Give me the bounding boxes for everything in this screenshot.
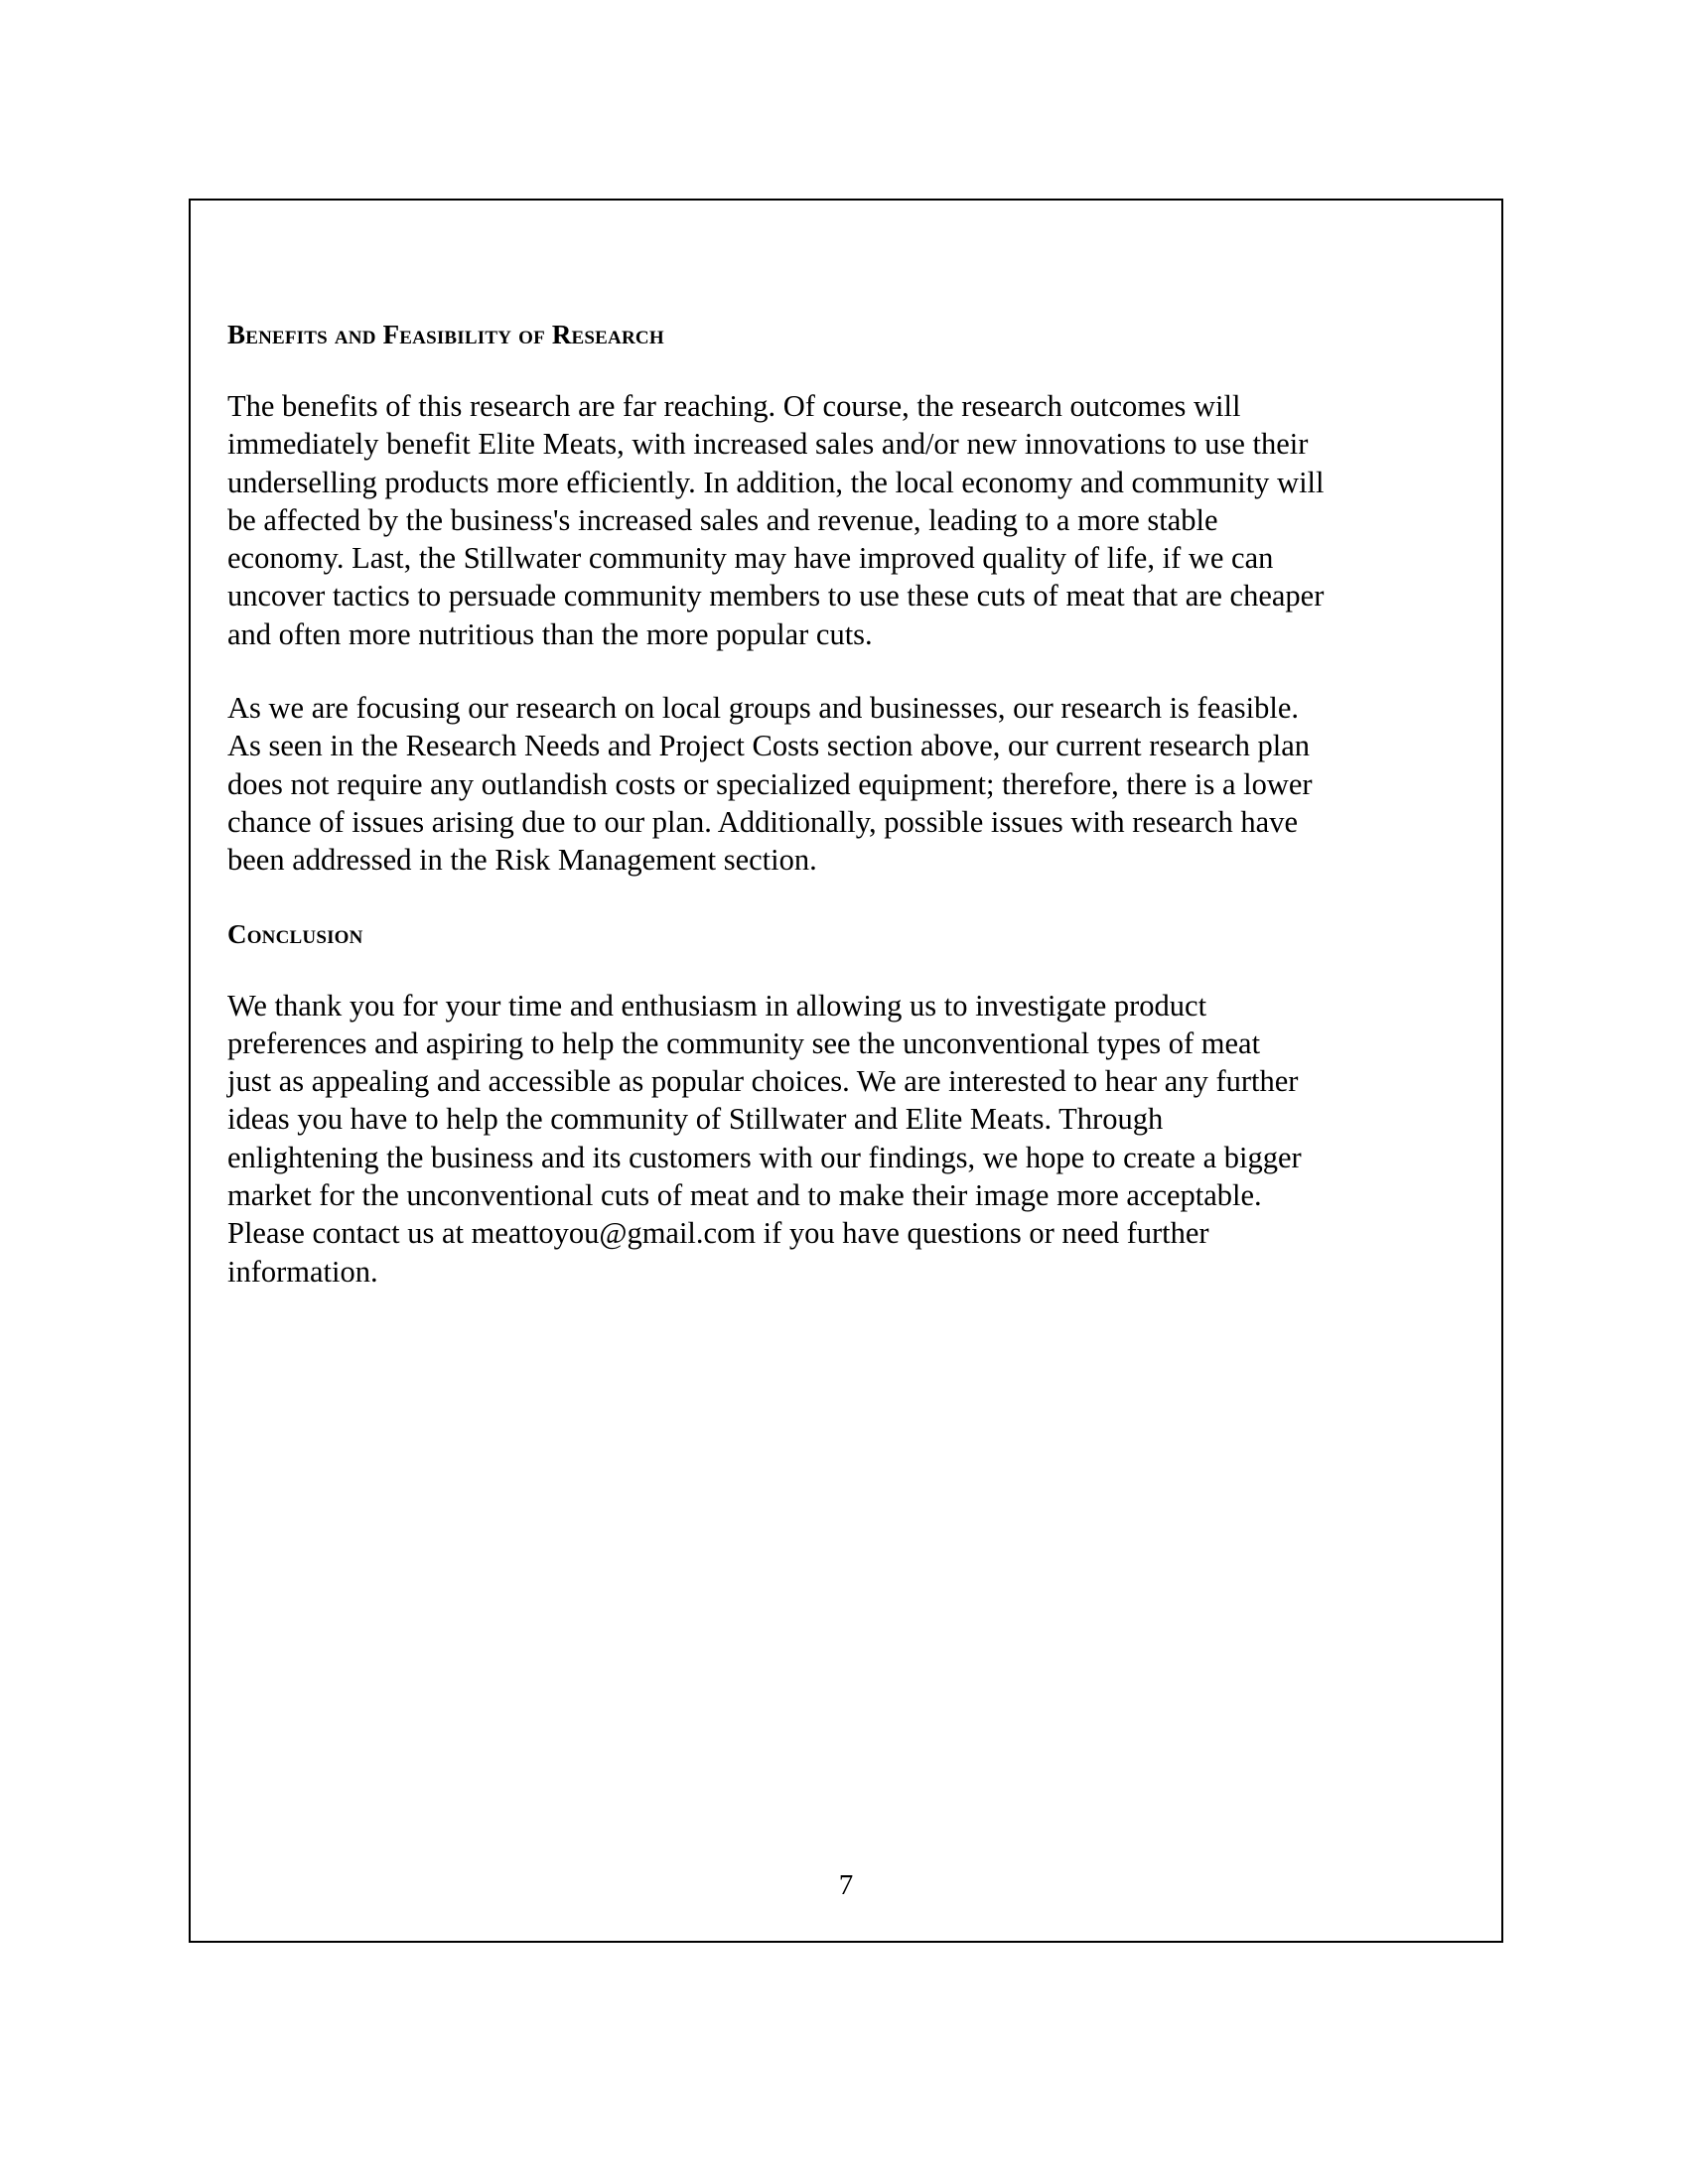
text-line: does not require any outlandish costs or specialized equipment; therefore, there is a lower [227, 766, 1313, 801]
text-line: information. [227, 1254, 378, 1289]
text-line: been addressed in the Risk Management section. [227, 843, 817, 878]
text-line: We thank you for your time and enthusiasm in allowing us to investigate product [227, 988, 1207, 1023]
text-line: ideas you have to help the community of Stillwater and Elite Meats. Through [227, 1102, 1164, 1137]
text-line: chance of issues arising due to our plan. Additionally, possible issues with research have [227, 804, 1298, 839]
text-line: market for the unconventional cuts of meat and to make their image more acceptable. [227, 1178, 1262, 1213]
text-line: preferences and aspiring to help the community see the unconventional types of meat [227, 1025, 1261, 1060]
paragraph-benefits [227, 387, 1469, 653]
text-line: be affected by the business's increased sales and revenue, leading to a more stable [227, 502, 1218, 537]
text-line: As seen in the Research Needs and Project Costs section above, our current research plan [227, 729, 1311, 763]
text-line: underselling products more efficiently. In addition, the local economy and community will [227, 465, 1325, 499]
section-heading-benefits: Benefits and Feasibility of Research [227, 320, 664, 349]
text-line: economy. Last, the Stillwater community may have improved quality of life, if we can [227, 541, 1274, 576]
section-heading-conclusion: Conclusion [227, 918, 363, 949]
text-line: and often more nutritious than the more popular cuts. [227, 616, 873, 651]
paragraph-feasibility [227, 689, 1469, 879]
document-body [227, 316, 1469, 1326]
text-line: Please contact us at meattoyou@gmail.com if you have questions or need further [227, 1216, 1209, 1251]
text-line: immediately benefit Elite Meats, with increased sales and/or new innovations to use their [227, 427, 1309, 462]
page-number: 7 [838, 1869, 854, 1901]
text-line: enlightening the business and its customers with our findings, we hope to create a bigger [227, 1140, 1302, 1174]
text-line: The benefits of this research are far reaching. Of course, the research outcomes will [227, 389, 1241, 423]
paragraph-conclusion [227, 987, 1469, 1291]
text-line: uncover tactics to persuade community members to use these cuts of meat that are cheaper [227, 579, 1325, 614]
text-line: just as appealing and accessible as popular choices. We are interested to hear any further [227, 1064, 1299, 1099]
text-line: As we are focusing our research on local groups and businesses, our research is feasible. [227, 691, 1299, 726]
